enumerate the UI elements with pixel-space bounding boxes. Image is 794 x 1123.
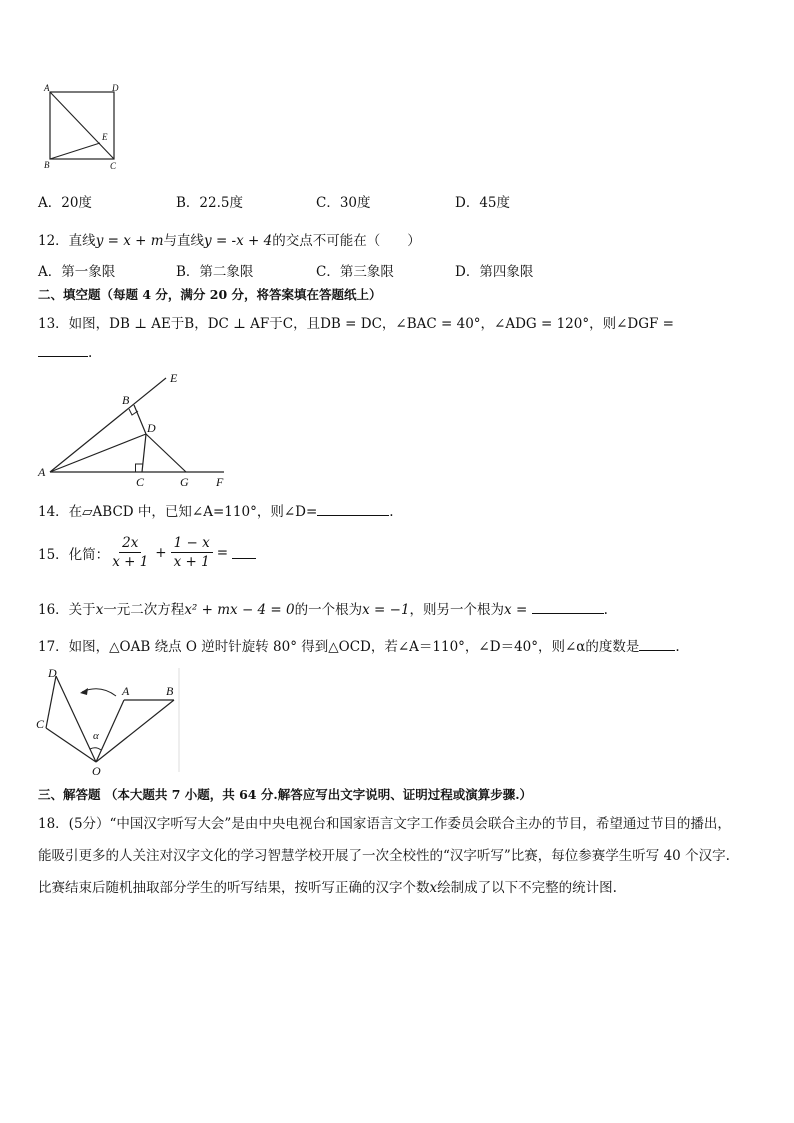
q16-mid3: ，则另一个根为 <box>409 602 505 618</box>
q17-answer-blank[interactable] <box>639 638 675 651</box>
q15-plus: + <box>155 544 167 561</box>
q13-end: . <box>88 345 93 361</box>
q11-option-a: A．20度 <box>38 195 92 211</box>
fig13-label-f: F <box>216 475 224 488</box>
fig13-label-e: E <box>170 371 178 385</box>
segment-dc <box>142 434 146 472</box>
q14-text: 14．在▱ABCD 中，已知∠A=110°，则∠D= <box>38 504 318 520</box>
segment-dg <box>146 434 186 472</box>
fig17-label-alpha: α <box>93 730 99 742</box>
q17-end: . <box>675 639 680 655</box>
segment-dc <box>46 676 56 728</box>
q13-answer-blank[interactable] <box>38 344 88 357</box>
q15-frac1-den: x + 1 <box>112 554 149 570</box>
q17-question <box>38 635 680 655</box>
q17-figure <box>36 662 181 777</box>
fig13-label-g: G <box>180 475 189 488</box>
q15-fraction-2 <box>171 535 213 570</box>
q16-mid2: 的一个根为 <box>294 602 363 618</box>
fig17-label-o: O <box>92 764 101 777</box>
segment-be <box>50 143 100 159</box>
q15-frac2-den: x + 1 <box>173 554 210 570</box>
q11-option-d: D．45度 <box>455 195 511 211</box>
rotation-arrowhead <box>80 688 88 695</box>
q18-line3b: 绘制成了以下不完整的统计图. <box>437 880 617 896</box>
q18-line3a: 比赛结束后随机抽取部分学生的听写结果，按听写正确的汉字个数 <box>38 880 430 896</box>
q16-equation: x² + mx − 4 = 0 <box>184 602 295 618</box>
q15-frac1-num: 2x <box>119 535 141 553</box>
label-e: E <box>102 132 108 142</box>
segment-ad <box>50 434 146 472</box>
q11-option-c: C．30度 <box>316 195 371 211</box>
fig13-label-b: B <box>122 393 130 407</box>
q13-figure <box>36 368 236 488</box>
label-d: D <box>112 83 119 93</box>
fig17-label-c: C <box>36 717 45 731</box>
q12-line1: y = x + m <box>95 233 164 249</box>
q15-answer-blank[interactable] <box>232 546 256 559</box>
q18-line2: 能吸引更多的人关注对汉字文化的学习智慧学校开展了一次全校性的“汉字听写”比赛，每位参赛学生听写 40 个汉字. <box>38 848 730 864</box>
q14-question <box>38 500 394 520</box>
fig13-label-c: C <box>136 475 145 488</box>
q12-line2: y = -x + 4 <box>204 233 273 249</box>
q12-prefix: 12．直线 <box>38 233 96 249</box>
right-angle-c <box>136 464 143 472</box>
q18-line1: 18．(5分）“中国汉字听写大会”是由中央电视台和国家语言文字工作委员会联合主办的节目，希望通过节目的播出， <box>38 816 731 832</box>
q15-equals: = <box>216 544 229 561</box>
q15-question <box>38 535 256 570</box>
q16-answer-var: x = <box>504 602 528 618</box>
q12-question <box>38 229 421 249</box>
q12-option-c: C．第三象限 <box>316 264 394 280</box>
q17-text: 17．如图，△OAB 绕点 O 逆时针旋转 80° 得到△OCD，若∠A＝110°，∠D＝40°，则∠α的度数是 <box>38 639 640 655</box>
q13-answer-line <box>38 344 92 361</box>
q16-end: . <box>603 602 608 618</box>
q11-option-b: B．22.5度 <box>176 195 243 211</box>
fig13-label-d: D <box>147 421 156 435</box>
q13-question: 13．如图，DB ⊥ AE于B，DC ⊥ AF于C，且DB = DC，∠BAC = 40°，∠ADG = 120°，则∠DGF = <box>38 316 674 332</box>
fig17-label-a: A <box>122 684 130 698</box>
q16-mid1: 一元二次方程 <box>103 602 185 618</box>
q16-var: x <box>95 602 104 618</box>
label-a: A <box>44 83 50 93</box>
q12-option-a: A．第一象限 <box>38 264 116 280</box>
fig17-label-d: D <box>48 666 57 680</box>
q12-suffix: 的交点不可能在（ ） <box>272 233 421 249</box>
q15-prefix: 15．化简： <box>38 546 110 563</box>
q11-square-figure <box>40 82 130 174</box>
segment-oa <box>96 700 124 762</box>
q16-question <box>38 598 608 618</box>
q15-frac2-num: 1 − x <box>171 535 213 553</box>
q15-fraction-1 <box>109 535 151 570</box>
angle-alpha-arc <box>90 748 101 750</box>
q14-answer-blank[interactable] <box>317 503 389 516</box>
label-c: C <box>110 161 117 171</box>
segment-bd <box>134 405 146 434</box>
q12-option-b: B．第二象限 <box>176 264 254 280</box>
q14-end: . <box>389 504 394 520</box>
section3-title: 三、解答题 （本大题共 7 小题，共 64 分.解答应写出文字说明、证明过程或演算步骤.） <box>38 787 533 802</box>
q16-prefix: 16．关于 <box>38 602 96 618</box>
q16-root: x = −1 <box>362 602 410 618</box>
fig13-label-a: A <box>38 465 46 479</box>
q18-line3 <box>38 876 617 896</box>
section2-title: 二、填空题（每题 4 分，满分 20 分，将答案填在答题纸上） <box>38 287 382 302</box>
q18-line3-var: x <box>429 880 438 896</box>
q16-answer-blank[interactable] <box>532 601 604 614</box>
q12-mid: 与直线 <box>163 233 205 249</box>
label-b: B <box>44 160 50 170</box>
q12-option-d: D．第四象限 <box>455 264 534 280</box>
segment-ob <box>96 700 174 762</box>
fig17-label-b: B <box>166 684 174 698</box>
